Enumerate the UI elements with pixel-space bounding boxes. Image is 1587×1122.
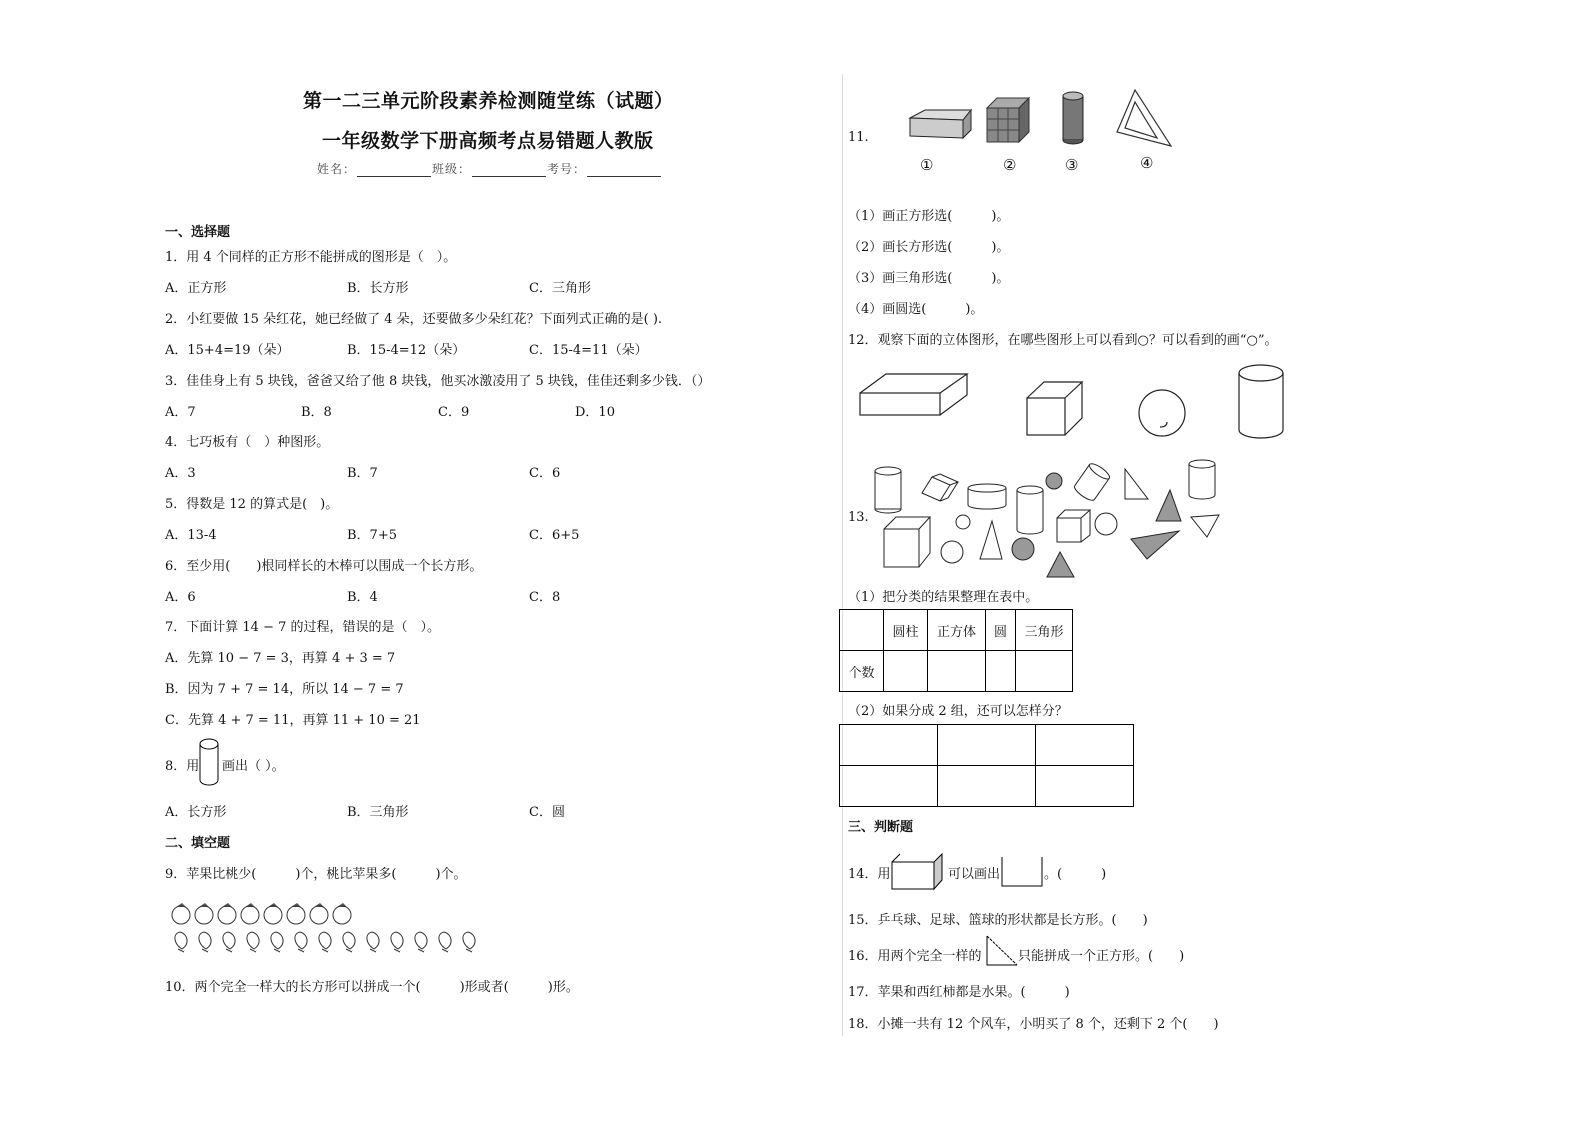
column-divider bbox=[842, 74, 843, 1036]
question-1: 1．用 4 个同样的正方形不能拼成的图形是（ ）。 bbox=[165, 250, 457, 265]
inverted-triangle-icon bbox=[1191, 515, 1219, 537]
q6-option-b: B．4 bbox=[347, 590, 378, 605]
set-square-icon bbox=[1117, 90, 1171, 146]
q13-sub-2: （2）如果分成 2 组，还可以怎样分？ bbox=[848, 704, 1068, 719]
q5-option-b: B．7+5 bbox=[347, 528, 397, 543]
q5-option-a: A．13-4 bbox=[165, 528, 217, 543]
q4-option-a: A．3 bbox=[165, 466, 196, 481]
table-header-cube: 正方体 bbox=[928, 610, 986, 651]
q7-option-a: A．先算 10 − 7 = 3，再算 4 + 3 = 7 bbox=[165, 651, 396, 666]
short-cylinder-icon bbox=[968, 484, 1006, 509]
question-11-number: 11. bbox=[848, 130, 869, 145]
question-14-middle: 可以画出 bbox=[948, 867, 1001, 882]
question-8-prefix: 8．用 bbox=[165, 759, 200, 774]
q7-option-c: C．先算 4 + 7 = 11，再算 11 + 10 = 21 bbox=[165, 713, 421, 728]
section-heading-judge: 三、判断题 bbox=[848, 820, 914, 835]
question-13-number: 13. bbox=[848, 510, 869, 525]
q13-grouping-table bbox=[839, 724, 1134, 807]
q4-option-b: B．7 bbox=[347, 466, 378, 481]
question-16-suffix: 只能拼成一个正方形。( ) bbox=[1018, 949, 1185, 964]
number-field[interactable] bbox=[587, 164, 661, 177]
q3-option-d: D．10 bbox=[575, 405, 615, 420]
apple-row bbox=[172, 903, 351, 924]
name-label: 姓名： bbox=[317, 162, 357, 176]
q3-option-a: A．7 bbox=[165, 405, 196, 420]
q11-label-4: ④ bbox=[1140, 154, 1154, 172]
q11-label-2: ② bbox=[1003, 156, 1017, 174]
q11-sub-4: （4）画圆选( )。 bbox=[848, 302, 984, 317]
question-15: 15．乒乓球、足球、篮球的形状都是长方形。( ) bbox=[848, 913, 1148, 928]
cuboid-small-icon bbox=[890, 852, 946, 892]
gray-triangle-bottom-icon bbox=[1047, 552, 1074, 577]
peach-row bbox=[175, 932, 475, 952]
q11-objects-illustration bbox=[905, 100, 1185, 160]
apples-peaches-illustration bbox=[170, 902, 490, 957]
rubiks-cube-icon bbox=[987, 98, 1029, 142]
q8-option-c: C．圆 bbox=[529, 805, 565, 820]
question-8-suffix: 画出（ ）。 bbox=[222, 759, 285, 774]
open-rectangle-icon bbox=[1001, 856, 1045, 888]
table-cell-triangle-count[interactable] bbox=[1016, 651, 1073, 692]
question-9: 9．苹果比桃少( )个，桃比苹果多( )个。 bbox=[165, 867, 467, 882]
group-cell[interactable] bbox=[938, 766, 1036, 807]
table-header-triangle: 三角形 bbox=[1016, 610, 1073, 651]
large-cube-icon bbox=[884, 517, 930, 567]
q13-sub-1: （1）把分类的结果整理在表中。 bbox=[848, 590, 1039, 605]
tilted-cube-icon bbox=[922, 474, 958, 501]
q1-option-c: C．三角形 bbox=[529, 281, 591, 296]
section-heading-fill: 二、填空题 bbox=[165, 836, 231, 851]
question-10: 10．两个完全一样大的长方形可以拼成一个( )形或者( )形。 bbox=[165, 980, 579, 995]
q11-label-1: ① bbox=[920, 156, 934, 174]
cylinder-shape-icon bbox=[875, 467, 901, 513]
q4-option-c: C．6 bbox=[529, 466, 561, 481]
section-heading-choice: 一、选择题 bbox=[165, 225, 231, 240]
q8-option-a: A．长方形 bbox=[165, 805, 227, 820]
group-cell[interactable] bbox=[840, 725, 938, 766]
q2-option-b: B．15-4=12（朵） bbox=[347, 343, 466, 358]
cylinder-shape-icon-right bbox=[1189, 460, 1215, 499]
table-cell-cube-count[interactable] bbox=[928, 651, 986, 692]
gray-circle-small bbox=[1046, 473, 1062, 489]
sphere-icon bbox=[1139, 390, 1185, 436]
cuboid-icon bbox=[860, 374, 967, 415]
q11-sub-2: （2）画长方形选( )。 bbox=[848, 240, 1010, 255]
class-field[interactable] bbox=[472, 164, 546, 177]
can-object-icon bbox=[1063, 92, 1083, 144]
gray-circle-large bbox=[1012, 538, 1034, 560]
q11-label-3: ③ bbox=[1065, 156, 1079, 174]
q1-option-b: B．长方形 bbox=[347, 281, 409, 296]
q13-classification-table bbox=[839, 609, 1073, 692]
class-label: 班级： bbox=[432, 162, 472, 176]
small-cube-icon bbox=[1057, 510, 1090, 542]
question-2: 2．小红要做 15 朵红花，她已经做了 4 朵，还要做多少朵红花？下面列式正确的是( ). bbox=[165, 312, 663, 327]
question-16-prefix: 16．用两个完全一样的 bbox=[848, 949, 982, 964]
question-7: 7．下面计算 14 − 7 的过程，错误的是（ ）。 bbox=[165, 620, 441, 635]
table-cell-cylinder-count[interactable] bbox=[884, 651, 928, 692]
q2-option-c: C．15-4=11（朵） bbox=[529, 343, 648, 358]
circle-outline-icon bbox=[1095, 513, 1117, 535]
q5-option-c: C．6+5 bbox=[529, 528, 580, 543]
q11-sub-3: （3）画三角形选( )。 bbox=[848, 271, 1010, 286]
q2-option-a: A．15+4=19（朵） bbox=[165, 343, 290, 358]
circle-medium-icon bbox=[941, 541, 963, 563]
question-5: 5．得数是 12 的算式是( )。 bbox=[165, 497, 339, 512]
cylinder-solid-icon bbox=[1239, 365, 1283, 438]
right-triangle-icon bbox=[1125, 469, 1148, 499]
student-info-line bbox=[317, 160, 662, 177]
cube-icon bbox=[1027, 382, 1082, 435]
q13-shapes-cluster bbox=[870, 455, 1230, 580]
question-6: 6．至少用( )根同样长的木棒可以围成一个长方形。 bbox=[165, 559, 483, 574]
page-subtitle: 一年级数学下册高频考点易错题人教版 bbox=[322, 130, 654, 152]
box-object-icon bbox=[910, 110, 971, 138]
group-cell[interactable] bbox=[1036, 766, 1134, 807]
question-12: 12．观察下面的立体图形，在哪些图形上可以看到○？可以看到的画“○”。 bbox=[848, 333, 1278, 348]
gray-obtuse-triangle-icon bbox=[1131, 531, 1179, 559]
number-label: 考号： bbox=[547, 162, 587, 176]
q3-option-b: B．8 bbox=[301, 405, 332, 420]
tilted-cylinder-icon bbox=[1072, 461, 1111, 503]
group-cell[interactable] bbox=[938, 725, 1036, 766]
question-3: 3．佳佳身上有 5 块钱，爸爸又给了他 8 块钱，他买冰激凌用了 5 块钱，佳佳还剩多少钱．（） bbox=[165, 374, 711, 389]
table-header-cylinder: 圆柱 bbox=[884, 610, 928, 651]
tall-triangle-icon bbox=[980, 521, 1002, 559]
group-cell[interactable] bbox=[840, 766, 938, 807]
q12-solids-illustration bbox=[855, 360, 1295, 445]
table-cell-circle-count[interactable] bbox=[986, 651, 1016, 692]
q6-option-a: A．6 bbox=[165, 590, 196, 605]
q1-option-a: A．正方形 bbox=[165, 281, 227, 296]
table-row-label: 个数 bbox=[840, 651, 884, 692]
question-14-prefix: 14．用 bbox=[848, 867, 891, 882]
gray-triangle-icon bbox=[1156, 490, 1181, 521]
question-14-suffix: 。( ) bbox=[1044, 867, 1107, 882]
page-title: 第一二三单元阶段素养检测随堂练（试题） bbox=[303, 90, 674, 112]
question-4: 4．七巧板有（ ）种图形。 bbox=[165, 435, 330, 450]
q3-option-c: C．9 bbox=[438, 405, 470, 420]
q8-option-b: B．三角形 bbox=[347, 805, 409, 820]
tall-cylinder-icon bbox=[1017, 486, 1043, 534]
question-18: 18．小摊一共有 12 个风车，小明买了 8 个，还剩下 2 个( ) bbox=[848, 1017, 1219, 1032]
name-field[interactable] bbox=[357, 164, 431, 177]
right-triangle-small-icon bbox=[986, 935, 1020, 967]
cylinder-icon bbox=[198, 738, 220, 788]
group-cell[interactable] bbox=[1036, 725, 1134, 766]
q11-sub-1: （1）画正方形选( )。 bbox=[848, 209, 1010, 224]
q7-option-b: B．因为 7 + 7 = 14，所以 14 − 7 = 7 bbox=[165, 682, 404, 697]
table-header-circle: 圆 bbox=[986, 610, 1016, 651]
table-corner-cell bbox=[840, 610, 884, 651]
q6-option-c: C．8 bbox=[529, 590, 561, 605]
question-17: 17．苹果和西红柿都是水果。( ) bbox=[848, 985, 1070, 1000]
circle-small-icon bbox=[956, 515, 970, 529]
